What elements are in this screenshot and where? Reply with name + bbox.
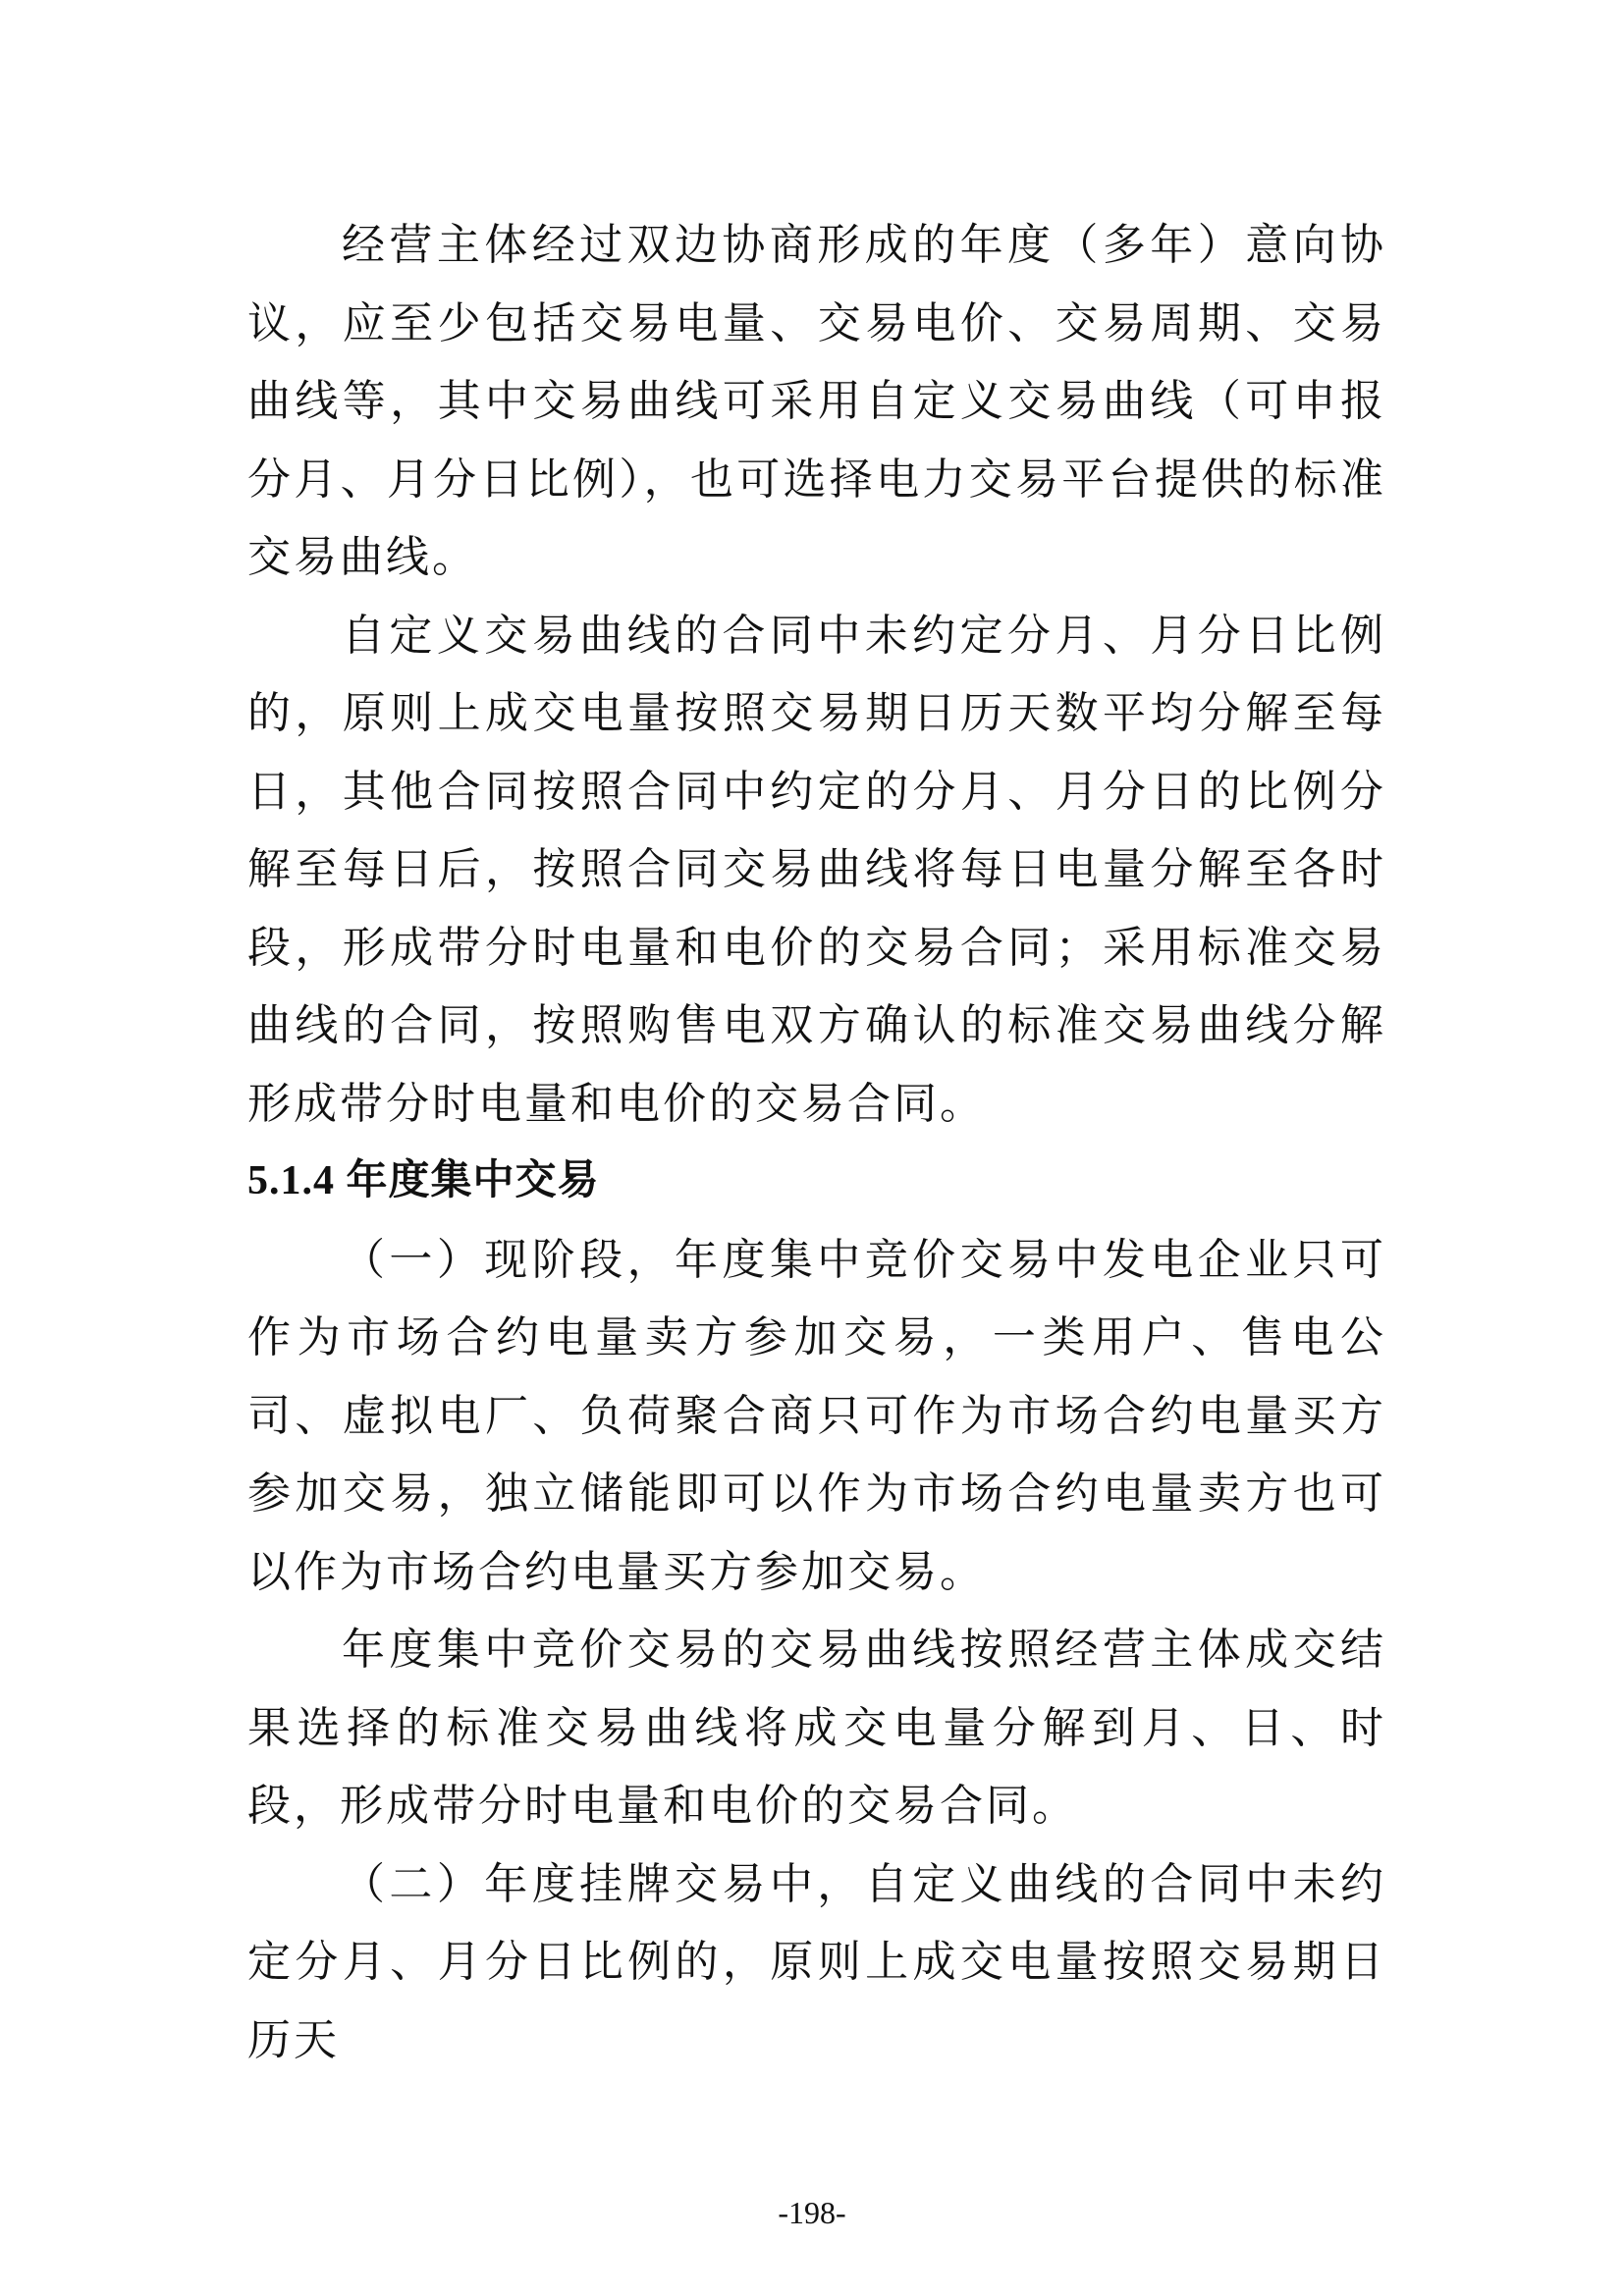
paragraph: 经营主体经过双边协商形成的年度（多年）意向协议，应至少包括交易电量、交易电价、交易周期、交易曲线等，其中交易曲线可采用自定义交易曲线（可申报分月、月分日比例），也可选择电力交易平台提供的标准交易曲线。 — [247, 220, 1386, 582]
paragraph: （一）现阶段，年度集中竞价交易中发电企业只可作为市场合约电量卖方参加交易，一类用户、售电公司、虚拟电厂、负荷聚合商只可作为市场合约电量买方参加交易，独立储能即可以作为市场合约电量卖方也可以作为市场合约电量买方参加交易。 — [247, 1234, 1386, 1597]
section-heading: 5.1.4 年度集中交易 — [247, 1158, 600, 1203]
paragraph: 年度集中竞价交易的交易曲线按照经营主体成交结果选择的标准交易曲线将成交电量分解到月、日、时段，形成带分时电量和电价的交易合同。 — [247, 1625, 1386, 1831]
page-body — [247, 206, 1386, 2079]
paragraph: 自定义交易曲线的合同中未约定分月、月分日比例的，原则上成交电量按照交易期日历天数平均分解至每日，其他合同按照合同中约定的分月、月分日的比例分解至每日后，按照合同交易曲线将每日电量分解至各时段，形成带分时电量和电价的交易合同；采用标准交易曲线的合同，按照购售电双方确认的标准交易曲线分解形成带分时电量和电价的交易合同。 — [247, 610, 1386, 1129]
paragraph: （二）年度挂牌交易中，自定义曲线的合同中未约定分月、月分日比例的，原则上成交电量按照交易期日历天 — [247, 1858, 1386, 2065]
page-number: -198- — [778, 2195, 846, 2230]
